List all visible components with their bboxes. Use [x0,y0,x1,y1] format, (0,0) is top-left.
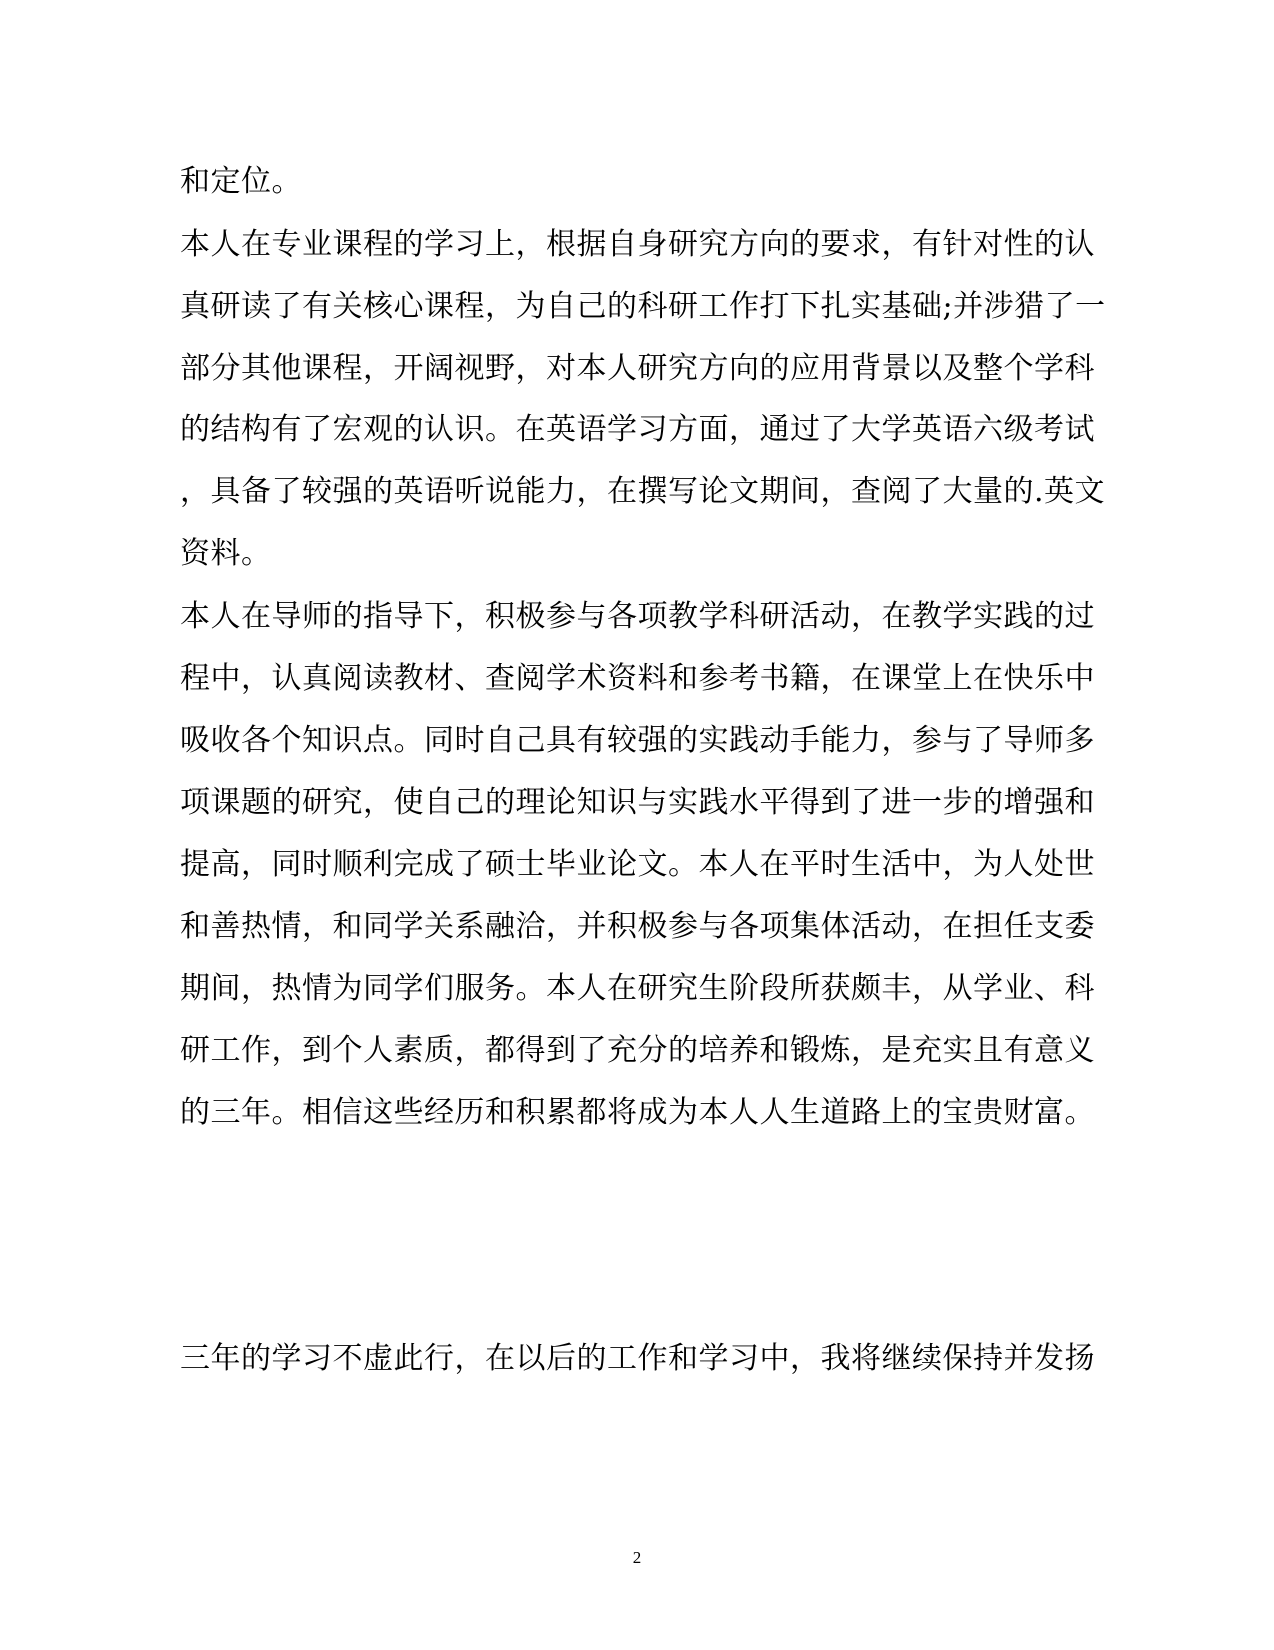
text-line: 真研读了有关核心课程，为自己的科研工作打下扎实基础;并涉猎了一 [180,289,1106,324]
text-line: 的结构有了宏观的认识。在英语学习方面，通过了大学英语六级考试 [180,412,1095,447]
text-line: 的三年。相信这些经历和积累都将成为本人人生道路上的宝贵财富。 [180,1095,1095,1130]
text-line: 本人在导师的指导下，积极参与各项教学科研活动，在教学实践的过 [180,599,1095,634]
text-line: 程中，认真阅读教材、查阅学术资料和参考书籍，在课堂上在快乐中 [180,661,1095,696]
text-line: 资料。 [180,536,272,571]
text-line: 项课题的研究，使自己的理论知识与实践水平得到了进一步的增强和 [180,785,1095,820]
text-line: 研工作，到个人素质，都得到了充分的培养和锻炼，是充实且有意义 [180,1033,1095,1068]
text-line: 提高，同时顺利完成了硕士毕业论文。本人在平时生活中，为人处世 [180,847,1095,882]
text-line: 吸收各个知识点。同时自己具有较强的实践动手能力，参与了导师多 [180,723,1095,758]
text-line: 三年的学习不虚此行，在以后的工作和学习中，我将继续保持并发扬 [180,1341,1095,1376]
text-line: 期间，热情为同学们服务。本人在研究生阶段所获颇丰，从学业、科 [180,971,1095,1006]
page-number: 2 [632,1548,642,1567]
text-line: 和善热情，和同学关系融洽，并积极参与各项集体活动，在担任支委 [180,909,1095,944]
text-line: ，具备了较强的英语听说能力，在撰写论文期间，查阅了大量的.英文 [180,474,1106,509]
text-line: 和定位。 [180,164,302,199]
text-line: 部分其他课程，开阔视野，对本人研究方向的应用背景以及整个学科 [180,351,1095,386]
text-line: 本人在专业课程的学习上，根据自身研究方向的要求，有针对性的认 [180,227,1095,262]
